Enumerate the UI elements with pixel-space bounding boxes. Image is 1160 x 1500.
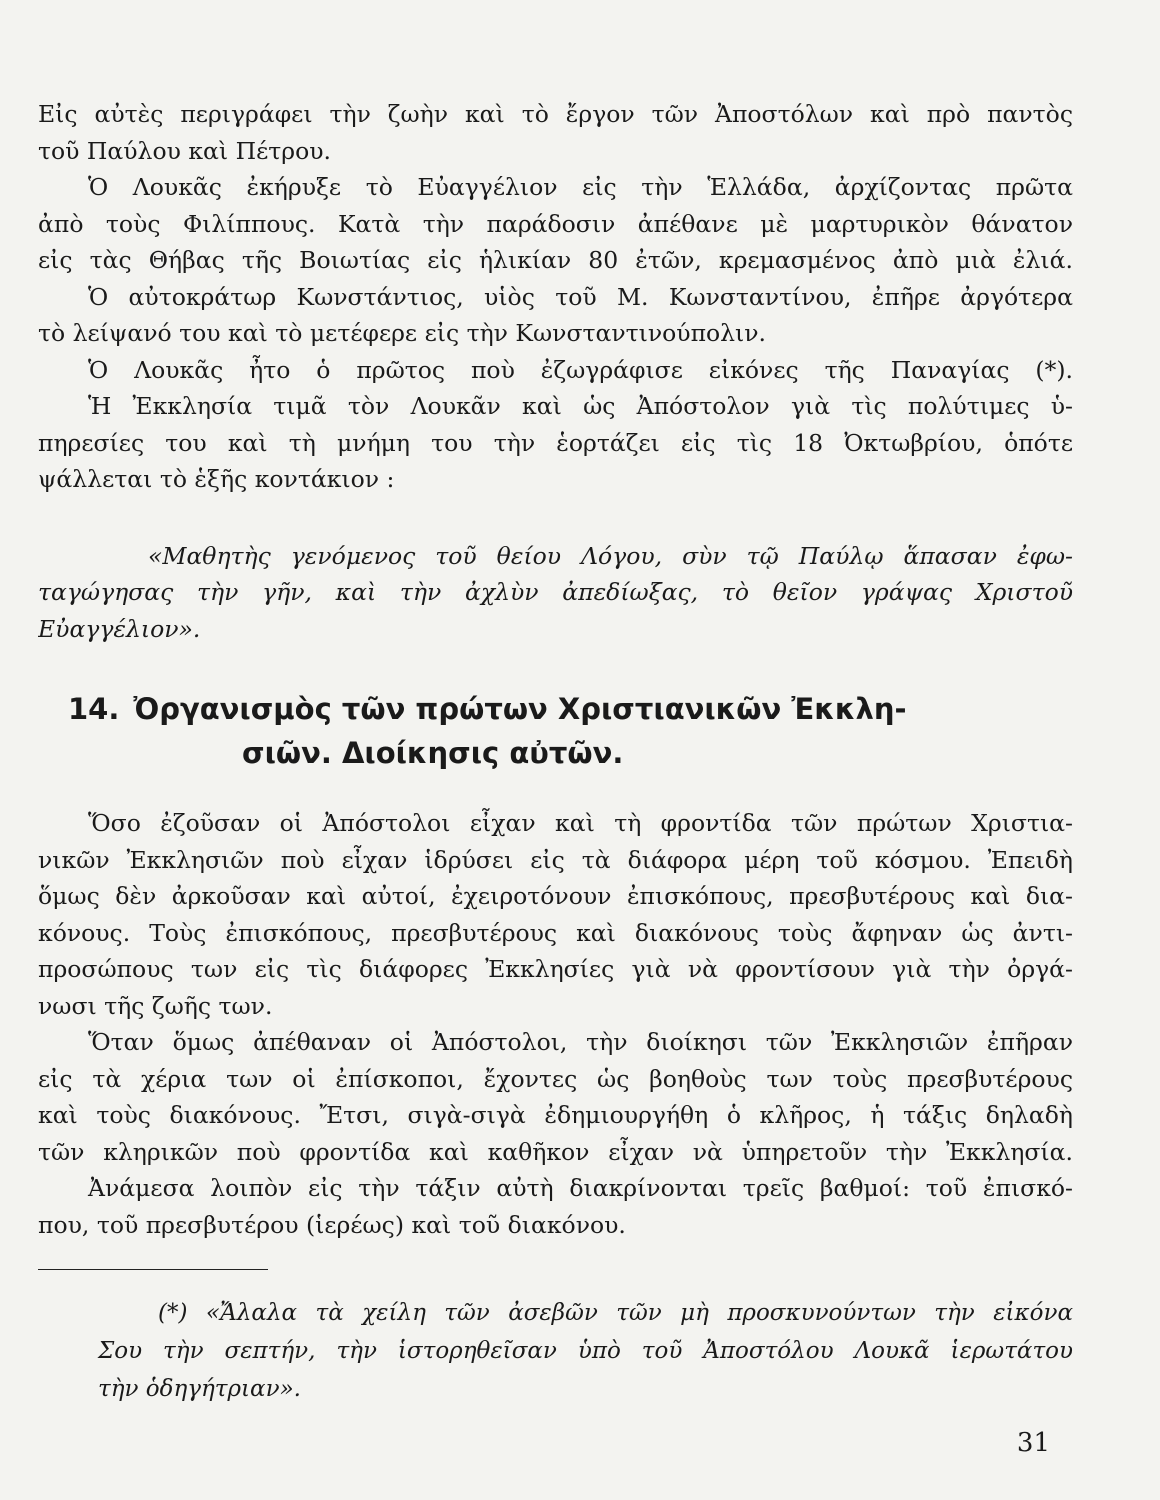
page-body xyxy=(38,96,1073,1408)
quote-line: ταγώγησας τὴν γῆν, καὶ τὴν ἀχλὺν ἀπεδίωξας, τὸ θεῖον γράψας Χριστοῦ xyxy=(38,578,1073,606)
text-line: καὶ τοὺς διακόνους. Ἔτσι, σιγὰ-σιγὰ ἐδημιουργήθη ὁ κλῆρος, ἡ τάξις δηλαδὴ xyxy=(38,1101,1073,1129)
section-number: 14. xyxy=(68,692,120,726)
text-line: που, τοῦ πρεσβυτέρου (ἱερέως) καὶ τοῦ διακόνου. xyxy=(38,1210,626,1239)
text-line: τὸ λείψανό του καὶ τὸ μετέφερε εἰς τὴν Κωνσταντινούπολιν. xyxy=(38,319,767,347)
text-line: νικῶν Ἐκκλησιῶν ποὺ εἶχαν ἱδρύσει εἰς τὰ διάφορα μέρη τοῦ κόσμου. Ἐπειδὴ xyxy=(38,845,1073,874)
text-line: Ὁ Λουκᾶς ἦτο ὁ πρῶτος ποὺ ἐζωγράφισε εἰκόνες τῆς Παναγίας (*). xyxy=(88,355,1073,384)
paragraph-8 xyxy=(38,1170,1073,1243)
text-line: κόνους. Τοὺς ἐπισκόπους, πρεσβυτέρους καὶ διακόνους τοὺς ἄφηναν ὡς ἀντι- xyxy=(38,918,1073,947)
footnote xyxy=(38,1294,1073,1408)
text-line: εἰς τὰ χέρια των οἱ ἐπίσκοποι, ἔχοντες ὡς βοηθοὺς των τοὺς πρεσβυτέρους xyxy=(38,1064,1073,1093)
text-line: πηρεσίες του καὶ τὴ μνήμη του τὴν ἑορτάζει εἰς τὶς 18 Ὀκτωβρίου, ὁπότε xyxy=(38,428,1073,457)
paragraph-7 xyxy=(38,1024,1073,1170)
text-line: Ὁ Λουκᾶς ἐκήρυξε τὸ Εὐαγγέλιον εἰς τὴν Ἑλλάδα, ἀρχίζοντας πρῶτα xyxy=(88,173,1073,201)
text-line: Ἀνάμεσα λοιπὸν εἰς τὴν τάξιν αὐτὴ διακρίνονται τρεῖς βαθμοί: τοῦ ἐπισκό- xyxy=(88,1174,1073,1202)
text-line: ψάλλεται τὸ ἑξῆς κοντάκιον : xyxy=(38,465,395,493)
text-line: τοῦ Παύλου καὶ Πέτρου. xyxy=(38,136,331,165)
text-line: Εἰς αὐτὲς περιγράφει τὴν ζωὴν καὶ τὸ ἔργον τῶν Ἀποστόλων καὶ πρὸ παντὸς xyxy=(38,100,1073,128)
text-line: Ἡ Ἐκκλησία τιμᾶ τὸν Λουκᾶν καὶ ὡς Ἀπόστολον γιὰ τὶς πολύτιμες ὑ- xyxy=(88,392,1073,420)
footnote-divider xyxy=(38,1269,268,1270)
text-line: Ὅταν ὅμως ἀπέθαναν οἱ Ἀπόστολοι, τὴν διοίκησι τῶν Ἐκκλησιῶν ἐπῆραν xyxy=(88,1028,1073,1056)
quote-line: Εὐαγγέλιον». xyxy=(38,614,201,643)
paragraph-3 xyxy=(38,279,1073,352)
paragraph-2 xyxy=(38,169,1073,279)
footnote-line: Σου τὴν σεπτήν, τὴν ἱστορηθεῖσαν ὑπὸ τοῦ Ἀποστόλου Λουκᾶ ἱερωτάτου xyxy=(98,1338,1073,1364)
text-line: εἰς τὰς Θήβας τῆς Βοιωτίας εἰς ἡλικίαν 80 ἐτῶν, κρεμασμένος ἀπὸ μιὰ ἐλιά. xyxy=(38,246,1073,274)
paragraph-1 xyxy=(38,96,1073,169)
text-line: νωσι τῆς ζωῆς των. xyxy=(38,991,273,1020)
page-number: 31 xyxy=(1016,1428,1050,1458)
paragraph-5 xyxy=(38,388,1073,498)
text-line: ἀπὸ τοὺς Φιλίππους. Κατὰ τὴν παράδοσιν ἀπέθανε μὲ μαρτυρικὸν θάνατον xyxy=(38,209,1073,238)
text-line: προσώπους των εἰς τὶς διάφορες Ἐκκλησίες γιὰ νὰ φροντίσουν γιὰ τὴν ὀργά- xyxy=(38,955,1073,983)
text-line: ὅμως δὲν ἀρκοῦσαν καὶ αὐτοί, ἐχειροτόνουν ἐπισκόπους, πρεσβυτέρους καὶ δια- xyxy=(38,882,1073,910)
kontakion-quote xyxy=(38,538,1073,648)
section-title-line: σιῶν. Διοίκησις αὐτῶν. xyxy=(242,736,624,770)
paragraph-6 xyxy=(38,805,1073,1024)
text-line: Ὅσο ἐζοῦσαν οἱ Ἀπόστολοι εἶχαν καὶ τὴ φροντίδα τῶν πρώτων Χριστια- xyxy=(88,809,1073,837)
text-line: τῶν κληρικῶν ποὺ φροντίδα καὶ καθῆκον εἶχαν νὰ ὑπηρετοῦν τὴν Ἐκκλησία. xyxy=(38,1137,1073,1166)
text-line: Ὁ αὐτοκράτωρ Κωνστάντιος, υἱὸς τοῦ Μ. Κωνσταντίνου, ἐπῆρε ἀργότερα xyxy=(88,282,1073,311)
section-heading xyxy=(38,687,1073,775)
footnote-line: (*) «Ἄλαλα τὰ χείλη τῶν ἀσεβῶν τῶν μὴ προσκυνούντων τὴν εἰκόνα xyxy=(158,1300,1073,1326)
quote-line: «Μαθητὴς γενόμενος τοῦ θείου Λόγου, σὺν τῷ Παύλῳ ἅπασαν ἐφω- xyxy=(148,541,1073,570)
paragraph-4 xyxy=(38,352,1073,389)
section-title-line: Ὀργανισμὸς τῶν πρώτων Χριστιανικῶν Ἐκκλη- xyxy=(133,692,907,726)
footnote-line: τὴν ὁδηγήτριαν». xyxy=(98,1376,301,1402)
